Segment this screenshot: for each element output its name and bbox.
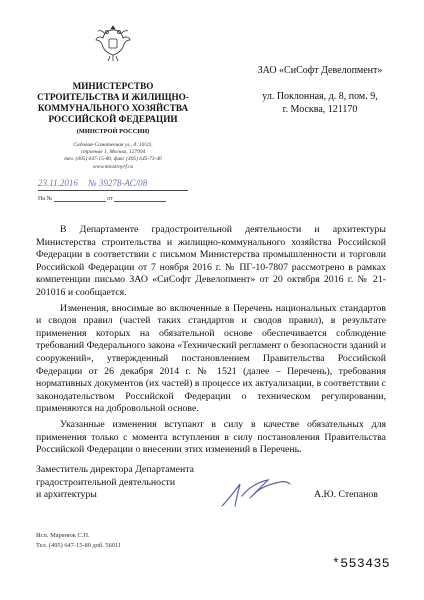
executor-name: Исп. Маренюк С.П. xyxy=(36,532,90,539)
incoming-reference xyxy=(38,194,188,202)
executor-info xyxy=(36,531,121,550)
body-paragraph: Указанные изменения вступают в силу в качестве обязательных для применения только с момента вступления в силу постановления Правительства Российской Федерации о внесении этих изменений в Перечень. xyxy=(36,418,386,456)
incoming-ref-prefix: На № xyxy=(38,196,53,202)
ministry-line: РОССИЙСКОЙ ФЕДЕРАЦИИ xyxy=(48,114,178,124)
incoming-ref-number-line xyxy=(54,194,106,202)
address-line: www.minstroyrf.ru xyxy=(92,163,134,170)
ministry-line: СТРОИТЕЛЬСТВА И ЖИЛИЩНО- xyxy=(37,92,189,102)
recipient-name: ЗАО «СиСофт Девелопмент» xyxy=(257,65,383,76)
outgoing-number: № 39278-АС/08 xyxy=(88,178,148,188)
executor-phone: Тел. (495) 647-15-80 доб. 56011 xyxy=(36,541,122,549)
ministry-address xyxy=(30,142,196,171)
incoming-ref-from: от xyxy=(107,196,113,202)
signatory-title-line: Заместитель директора Департамента xyxy=(36,464,195,475)
body-paragraph: Изменения, вносимые во включенные в Перечень национальных стандартов и сводов правил (частей таких стандартов и сводов правил), в результате применения которых на обязательной основе обеспечивается соблюдение требований Федерального закона «Технический регламент о безопасности зданий и сооружений», утвержденный постановлением Правительства Российской Федерации от 26 декабря 2014 г. № 1521 (далее – Перечень), требования нормативных документов (их частей) в процессе их актуализации, в соответствии с законодательством Российской Федерации о техническом регулировании, применяются на добровольной основе. xyxy=(36,302,386,415)
outgoing-registration xyxy=(38,178,188,191)
body-paragraph: В Департаменте градостроительной деятельности и архитектуры Министерства строительства и жилищно-коммунального хозяйства Российской Федерации в соответствии с письмом Министерства промышленности и торговли Российской Федерации от 7 ноября 2016 г. № ПГ-10-7807 рассмотрено в рамках компетенции письмо ЗАО «СиСофт Девелопмент» от 20 октября 2016 г. № 21-201016 и сообщается. xyxy=(36,224,386,298)
address-line: строение 1, Москва, 127994 xyxy=(80,149,146,156)
signatory-title-line: градостроительной деятельности xyxy=(36,476,176,488)
signatory-name: А.Ю. Степанов xyxy=(314,489,378,500)
address-line: Садовая-Самотечная ул., д. 10/23, xyxy=(73,142,153,148)
address-line: тел. (495) 647-15-80, факс (495) 645-73-40 xyxy=(64,156,162,163)
recipient-address-line: г. Москва, 121170 xyxy=(282,104,358,115)
ministry-name xyxy=(30,81,196,125)
document-barcode-number: *553435 xyxy=(332,556,391,571)
outgoing-date: 23.11.2016 xyxy=(38,178,78,188)
recipient-address-line: ул. Поклонная, д. 8, пом. 9, xyxy=(262,91,378,102)
ministry-line: МИНИСТЕРСТВО xyxy=(72,81,154,91)
ministry-abbreviation: (МИНСТРОЙ РОССИИ) xyxy=(76,128,150,135)
recipient-block xyxy=(236,64,404,116)
ministry-line: КОММУНАЛЬНОГО ХОЗЯЙСТВА xyxy=(37,103,189,113)
signatory-title-line: и архитектуры xyxy=(36,489,97,501)
letter-body xyxy=(36,224,386,460)
handwritten-signature xyxy=(218,476,292,510)
coat-of-arms-icon xyxy=(94,22,132,64)
signatory-title xyxy=(36,464,216,502)
incoming-ref-date-line xyxy=(114,194,166,202)
